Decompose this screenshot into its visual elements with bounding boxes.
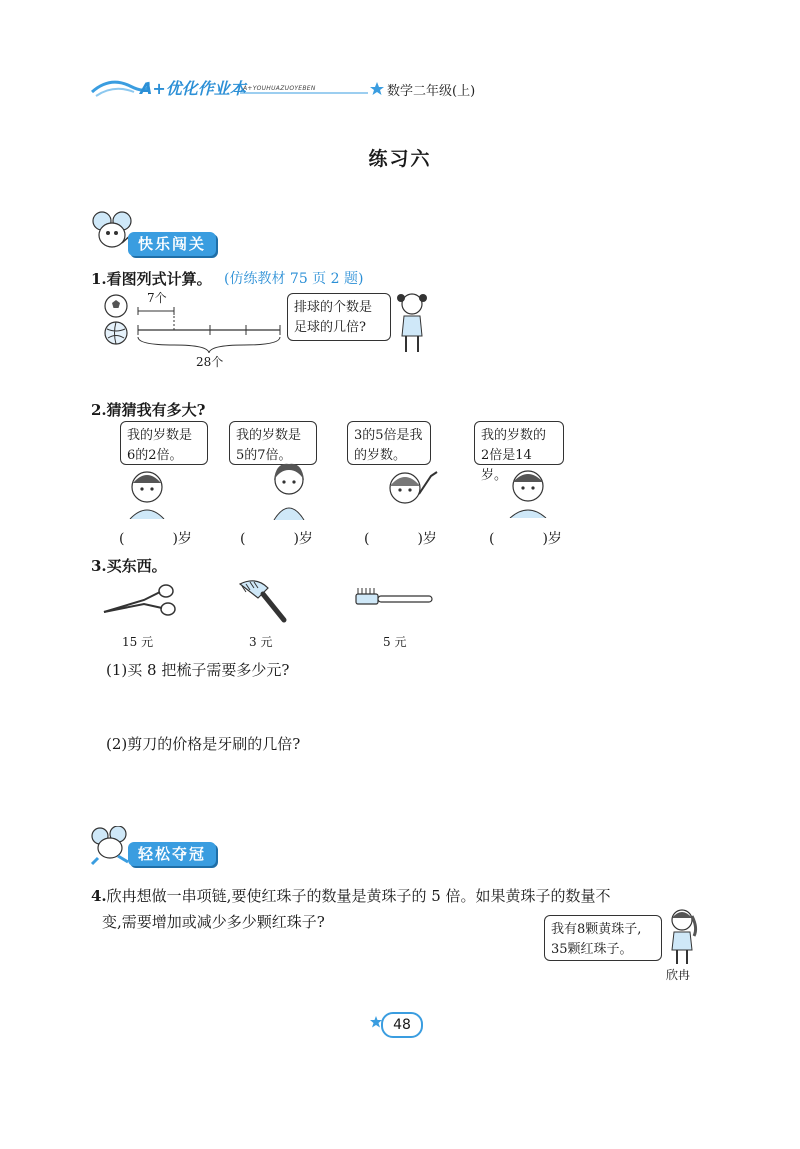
girl-figure-icon bbox=[394, 290, 430, 356]
q2-answer-1-close: )岁 bbox=[172, 531, 192, 547]
volleyball-icon bbox=[103, 320, 129, 346]
q2-bubble-1-line1: 我的岁数是 bbox=[127, 428, 193, 443]
q2-answer-1[interactable] bbox=[119, 528, 192, 548]
q3-price-toothbrush: 5 元 bbox=[383, 635, 407, 649]
q1-note: (仿练教材 75 页 2 题) bbox=[224, 271, 364, 287]
q2-bubble-2-line1: 我的岁数是 bbox=[236, 428, 302, 443]
q4-name: 欣冉 bbox=[666, 968, 691, 982]
q1-line-diagram bbox=[134, 303, 284, 355]
scissors-icon bbox=[100, 582, 180, 622]
page-title: 练习六 bbox=[368, 148, 432, 170]
boy-face-icon bbox=[126, 467, 168, 519]
q3-price-scissors: 15 元 bbox=[122, 635, 154, 649]
header-brand: A+优化作业本 bbox=[140, 79, 246, 98]
q3-label: 3.买东西。 bbox=[91, 557, 167, 575]
woman-face-icon bbox=[268, 460, 310, 520]
q4-label: 4. bbox=[91, 887, 107, 905]
section-badge-champion: 轻松夺冠 bbox=[128, 842, 216, 866]
q2-bubble-1-line2: 6的2倍。 bbox=[127, 448, 183, 463]
q2-bubble-1 bbox=[120, 421, 208, 465]
q2-answer-4[interactable] bbox=[489, 528, 562, 548]
girl-waving-icon bbox=[383, 464, 441, 520]
page-number: 48 bbox=[381, 1012, 423, 1038]
q2-bubble-2 bbox=[229, 421, 317, 465]
q2-bubble-4-line2: 2倍是14岁。 bbox=[481, 448, 532, 483]
q1-total-label: 28个 bbox=[196, 355, 224, 369]
q1-top-label: 7个 bbox=[147, 291, 167, 305]
q1-bubble-line2: 足球的几倍? bbox=[294, 320, 366, 335]
xinran-girl-icon bbox=[664, 906, 700, 968]
q2-answer-2[interactable] bbox=[240, 528, 313, 548]
q1-label: 1.看图列式计算。 bbox=[91, 270, 212, 288]
q2-answer-2-open: ( bbox=[240, 531, 246, 547]
q2-bubble-3-line1: 3的5倍是我 bbox=[354, 428, 423, 443]
star-icon bbox=[370, 82, 384, 96]
q4-line2: 变,需要增加或减少多少颗红珠子? bbox=[102, 913, 325, 931]
q2-bubble-3-line2: 的岁数。 bbox=[354, 448, 407, 463]
q2-answer-1-open: ( bbox=[119, 531, 125, 547]
toothbrush-icon bbox=[352, 586, 434, 612]
q4-speech-bubble bbox=[544, 915, 662, 961]
q2-bubble-4 bbox=[474, 421, 564, 483]
section-badge-happy: 快乐闯关 bbox=[128, 232, 216, 256]
q2-label: 2.猜猜我有多大? bbox=[91, 401, 206, 419]
q1-speech-bubble bbox=[287, 293, 391, 341]
q1-bubble-line1: 排球的个数是 bbox=[294, 300, 373, 315]
q2-answer-2-close: )岁 bbox=[293, 531, 313, 547]
q2-bubble-2-line2: 5的7倍。 bbox=[236, 448, 292, 463]
q2-answer-3-close: )岁 bbox=[417, 531, 437, 547]
q2-answer-4-close: )岁 bbox=[542, 531, 562, 547]
q2-bubble-3 bbox=[347, 421, 431, 465]
q4-line1: 欣冉想做一串项链,要使红珠子的数量是黄珠子的 5 倍。如果黄珠子的数量不 bbox=[106, 887, 611, 905]
q3-sub2: (2)剪刀的价格是牙刷的几倍? bbox=[106, 735, 301, 753]
q4-bubble-line2: 35颗红珠子。 bbox=[551, 942, 633, 957]
q2-answer-4-open: ( bbox=[489, 531, 495, 547]
q2-answer-3[interactable] bbox=[364, 528, 437, 548]
comb-icon bbox=[236, 576, 292, 626]
header-grade: 数学二年级(上) bbox=[387, 84, 476, 99]
q2-answer-3-open: ( bbox=[364, 531, 370, 547]
boy-pointing-icon bbox=[504, 464, 554, 518]
header-brand-sub: A+YOUHUAZUOYEBEN bbox=[243, 85, 316, 92]
q3-sub1: (1)买 8 把梳子需要多少元? bbox=[106, 661, 290, 679]
q4-bubble-line1: 我有8颗黄珠子, bbox=[551, 922, 642, 937]
q3-price-comb: 3 元 bbox=[249, 635, 273, 649]
soccer-ball-icon bbox=[103, 293, 129, 319]
q2-bubble-4-line1: 我的岁数的 bbox=[481, 428, 547, 443]
